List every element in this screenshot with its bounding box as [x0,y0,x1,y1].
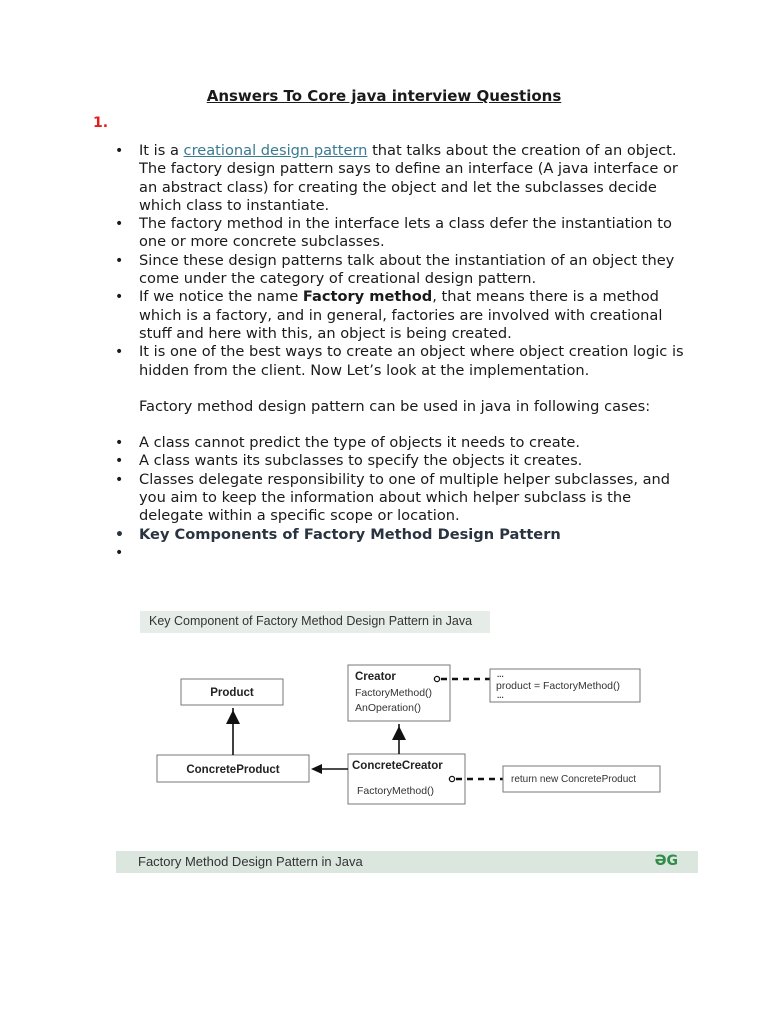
product-label: Product [210,687,254,699]
concrete-product-label: ConcreteProduct [186,764,280,776]
creational-design-pattern-link[interactable]: creational design pattern [183,142,368,159]
creator-label: Creator [355,671,396,683]
figure-caption-top: Key Component of Factory Method Design Pattern in Java [140,611,490,633]
creator-note [490,669,640,702]
concrete-creator-method: FactoryMethod() [357,785,435,797]
figure-caption-bottom: Factory Method Design Pattern in Java ƏG [116,851,698,873]
creator-method: FactoryMethod() [355,687,433,699]
list-item: • Since these design patterns talk about the instantiation of an object they come under the category of creational design pattern. [114,252,694,289]
creator-box [348,665,450,721]
concrete-creator-label: ConcreteCreator [352,760,443,772]
gfg-logo-icon: ƏG [654,853,678,869]
concrete-creator-box [348,754,465,804]
list-item: • It is a creational design pattern that talks about the creation of an object. The factory design pattern says to define an interface (A java interface or an abstract class) for creating the object and let the subclasses decide which class to instantiate. [114,142,694,215]
concrete-creator-note [503,766,660,792]
svg-text:return new ConcreteProduct: return new ConcreteProduct [511,774,637,785]
concrete-product-box [157,755,309,782]
svg-text:...: ... [497,691,504,700]
list-item-heading: • Key Components of Factory Method Design Pattern [114,526,694,544]
creator-method: AnOperation() [355,702,421,714]
product-box [181,679,283,705]
svg-text:product = FactoryMethod(): product = FactoryMethod() [496,680,621,692]
paragraph: Factory method design pattern can be used in java in following cases: [139,397,651,415]
list-item: • Classes delegate responsibility to one of multiple helper subclasses, and you aim to keep the information about which helper subclass is the delegate within a specific scope or location. [114,471,694,526]
question-number: 1. [93,115,109,131]
list-item: • If we notice the name Factory method, that means there is a method which is a factory, and in general, factories are involved with creational stuff and here with this, an object is being created. [114,288,694,343]
list-item: • The factory method in the interface lets a class defer the instantiation to one or more concrete subclasses. [114,215,694,252]
list-item: • A class cannot predict the type of objects it needs to create. [114,434,694,452]
svg-text:...: ... [497,670,504,679]
document-title: Answers To Core java interview Questions [206,87,562,105]
list-item: • A class wants its subclasses to specify the objects it creates. [114,452,694,470]
list-item: • It is one of the best ways to create an object where object creation logic is hidden from the client. Now Let’s look at the implementation. [114,343,694,380]
